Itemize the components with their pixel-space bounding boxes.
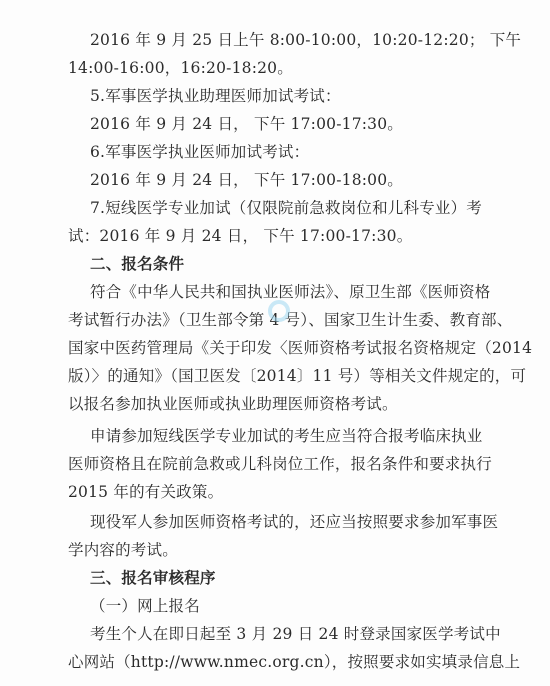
text-line: （一）网上报名	[90, 597, 200, 615]
text-line: 5.军事医学执业助理医师加试考试：	[90, 87, 341, 105]
text-line: 2016 年 9 月 24 日， 下午 17:00-17:30。	[90, 115, 403, 133]
text-line: 版）〉的通知》（国卫医发〔2014〕11 号）等相关文件规定的，可	[68, 367, 527, 385]
text-line: 考生个人在即日起至 3 月 29 日 24 时登录国家医学考试中	[90, 625, 501, 643]
text-line: 心网站（http://www.nmec.org.cn），按照要求如实填录信息上	[68, 653, 521, 671]
text-line: 符合《中华人民共和国执业医师法》、原卫生部《医师资格	[90, 283, 491, 301]
text-line: 试：2016 年 9 月 24 日， 下午 17:00-17:30。	[68, 227, 413, 245]
text-line: 2016 年 9 月 25 日上午 8:00-10:00，10:20-12:20； 下午	[90, 31, 522, 49]
text-line: 2016 年 9 月 24 日， 下午 17:00-18:00。	[90, 171, 403, 189]
section-heading: 二、报名条件	[90, 255, 185, 273]
text-line: 考试暂行办法》（卫生部令第 4 号）、国家卫生计生委、教育部、	[68, 311, 513, 329]
text-line: 以报名参加执业医师或执业助理医师资格考试。	[68, 395, 398, 413]
section-heading: 三、报名审核程序	[90, 569, 216, 587]
text-line: 国家中医药管理局《关于印发〈医师资格考试报名资格规定（2014	[68, 339, 533, 357]
text-line: 医师资格且在院前急救或儿科岗位工作，报名条件和要求执行	[68, 455, 492, 473]
text-line: 7.短线医学专业加试（仅限院前急救岗位和儿科专业）考	[90, 199, 482, 217]
text-line: 申请参加短线医学专业加试的考生应当符合报考临床执业	[90, 427, 483, 445]
text-line: 现役军人参加医师资格考试的，还应当按照要求参加军事医	[90, 513, 499, 531]
text-line: 6.军事医学执业医师加试考试：	[90, 143, 310, 161]
text-line: 14:00-16:00，16:20-18:20。	[68, 59, 293, 77]
text-line: 2015 年的有关政策。	[68, 483, 224, 501]
text-line: 学内容的考试。	[68, 541, 178, 559]
